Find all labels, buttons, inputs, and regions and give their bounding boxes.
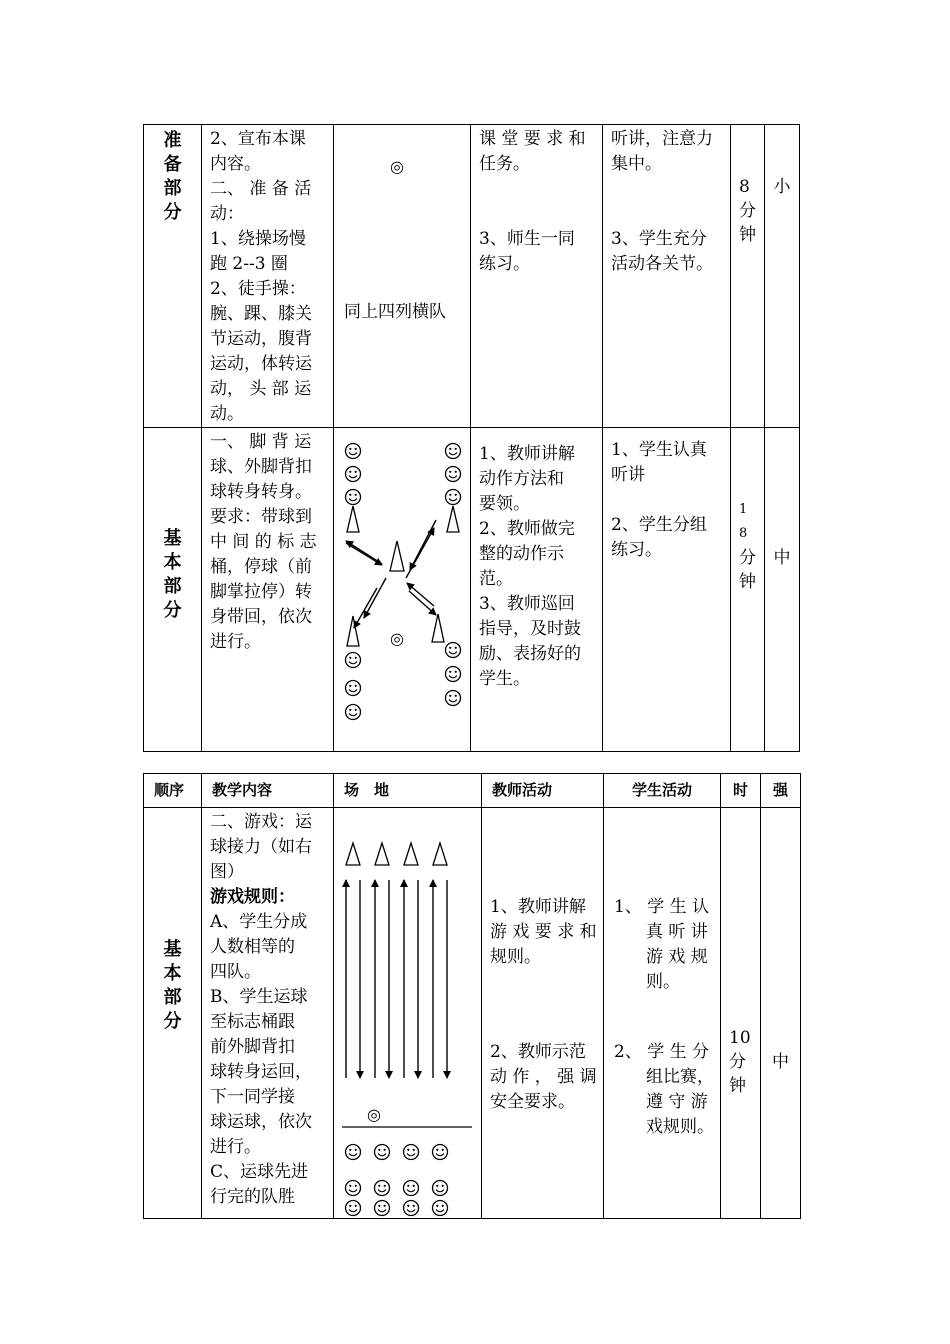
student-smiley-icon — [346, 681, 361, 696]
time-cell: 1 8 分 钟 — [731, 428, 765, 752]
marker-cone-icon — [347, 506, 359, 532]
arrow — [410, 520, 436, 570]
arrow — [406, 528, 434, 578]
dribbling-diagram — [334, 428, 471, 752]
header-student: 学生活动 — [604, 774, 721, 808]
header-content: 教学内容 — [202, 774, 334, 808]
student-smiley-icon — [346, 1181, 361, 1196]
student-smiley-icon — [446, 691, 461, 706]
marker-cone-icon — [347, 616, 359, 646]
header-time: 时 — [721, 774, 761, 808]
intensity-cell: 中 — [761, 808, 801, 1219]
student-smiley-icon — [375, 1201, 390, 1216]
table-row — [144, 808, 801, 1219]
section-cell: 基 本 部 分 — [144, 428, 202, 752]
teacher-position-icon: ◎ — [390, 157, 404, 176]
student-smiley-icon — [346, 653, 361, 668]
marker-cone-icon — [390, 541, 404, 571]
header-order: 顺序 — [144, 774, 202, 808]
rules-title: 游戏规则： — [210, 887, 295, 907]
student-smiley-icon — [404, 1201, 419, 1216]
field-cell — [334, 125, 471, 428]
student-smiley-icon — [346, 705, 361, 720]
section-cell: 准 备 部 分 — [144, 125, 202, 428]
student-smiley-icon — [446, 490, 461, 505]
header-intensity: 强 — [761, 774, 801, 808]
formation-label: 同上四列横队 — [344, 302, 446, 322]
student-smiley-icon — [433, 1201, 448, 1216]
arrow — [354, 588, 377, 628]
student-smiley-icon — [446, 467, 461, 482]
student-smiley-icon — [346, 444, 361, 459]
relay-diagram — [334, 808, 482, 1219]
intensity-cell: 小 — [765, 125, 800, 428]
lesson-table-1 — [143, 124, 800, 752]
teacher-activity-cell: 1、教师讲解 游 戏 要 求 和 规则。 2、教师示范 动 作 ， 强 调 安全要求。 — [482, 808, 604, 1219]
marker-cone-icon — [346, 843, 360, 865]
student-smiley-icon — [446, 643, 461, 658]
field-cell — [334, 428, 471, 752]
student-smiley-icon — [433, 1145, 448, 1160]
table-row — [144, 428, 800, 752]
arrow — [364, 578, 386, 618]
field-cell — [334, 808, 482, 1219]
content-cell: 一、 脚 背 运 球、外脚背扣 球转身转身。 要求：带球到 中 间 的 标 志 桶，停球（前 脚掌拉停）转 身带回，依次 进行。 — [202, 428, 334, 752]
table-row — [144, 125, 800, 428]
student-smiley-icon — [346, 1201, 361, 1216]
content-cell: 2、宣布本课 内容。 二、 准 备 活 动： 1、绕操场慢 跑 2--3 圈 2、徒手操： 腕、踝、膝关 节运动，腹背 运动，体转运 动， 头 部 运 动。 — [202, 125, 334, 428]
lesson-table-2 — [143, 773, 801, 1219]
marker-cone-icon — [375, 843, 389, 865]
marker-cone-icon — [404, 843, 418, 865]
arrow — [409, 591, 436, 615]
student-activity-cell: 1、 学 生 认 真 听 讲 游 戏 规 则。 2、 学 生 分 组比赛， 遵 守 游 戏规则。 — [604, 808, 721, 1219]
intensity-cell: 中 — [765, 428, 800, 752]
teacher-activity-cell: 课 堂 要 求 和 任务。 3、师生一同 练习。 — [471, 125, 603, 428]
header-row — [144, 774, 801, 808]
student-smiley-icon — [375, 1181, 390, 1196]
teacher-activity-cell: 1、教师讲解 动作方法和 要领。 2、教师做完 整的动作示 范。 3、教师巡回 指导，及时鼓 励、表扬好的 学生。 — [471, 428, 603, 752]
student-smiley-icon — [404, 1145, 419, 1160]
student-smiley-icon — [346, 490, 361, 505]
student-smiley-icon — [446, 444, 461, 459]
marker-cone-icon — [433, 843, 447, 865]
student-smiley-icon — [346, 467, 361, 482]
header-teacher: 教师活动 — [482, 774, 604, 808]
arrow — [407, 583, 434, 606]
student-activity-cell: 听讲，注意力 集中。 3、学生充分 活动各关节。 — [603, 125, 731, 428]
student-smiley-icon — [375, 1145, 390, 1160]
student-activity-cell: 1、学生认真 听讲 2、学生分组 练习。 — [603, 428, 731, 752]
arrow — [346, 543, 382, 565]
time-cell: 10 分 钟 — [721, 808, 761, 1219]
student-smiley-icon — [433, 1181, 448, 1196]
arrow — [346, 541, 382, 564]
teacher-position-icon: ◎ — [390, 629, 404, 648]
marker-cone-icon — [447, 506, 459, 532]
time-cell: 8 分 钟 — [731, 125, 765, 428]
teacher-position-icon: ◎ — [367, 1105, 381, 1124]
marker-cone-icon — [432, 614, 444, 642]
student-smiley-icon — [346, 1145, 361, 1160]
student-smiley-icon — [404, 1181, 419, 1196]
header-field: 场 地 — [334, 774, 482, 808]
section-cell: 基 本 部 分 — [144, 808, 202, 1219]
content-cell: 二、游戏：运 球接力（如右 图） 游戏规则： A、学生分成 人数相等的 四队。 B、学生运球 至标志桶跟 前外脚背扣 球转身运回， 下一同学接 球运球，依次 进行。 C、运球先进 行完的队胜 — [202, 808, 334, 1219]
student-smiley-icon — [446, 667, 461, 682]
